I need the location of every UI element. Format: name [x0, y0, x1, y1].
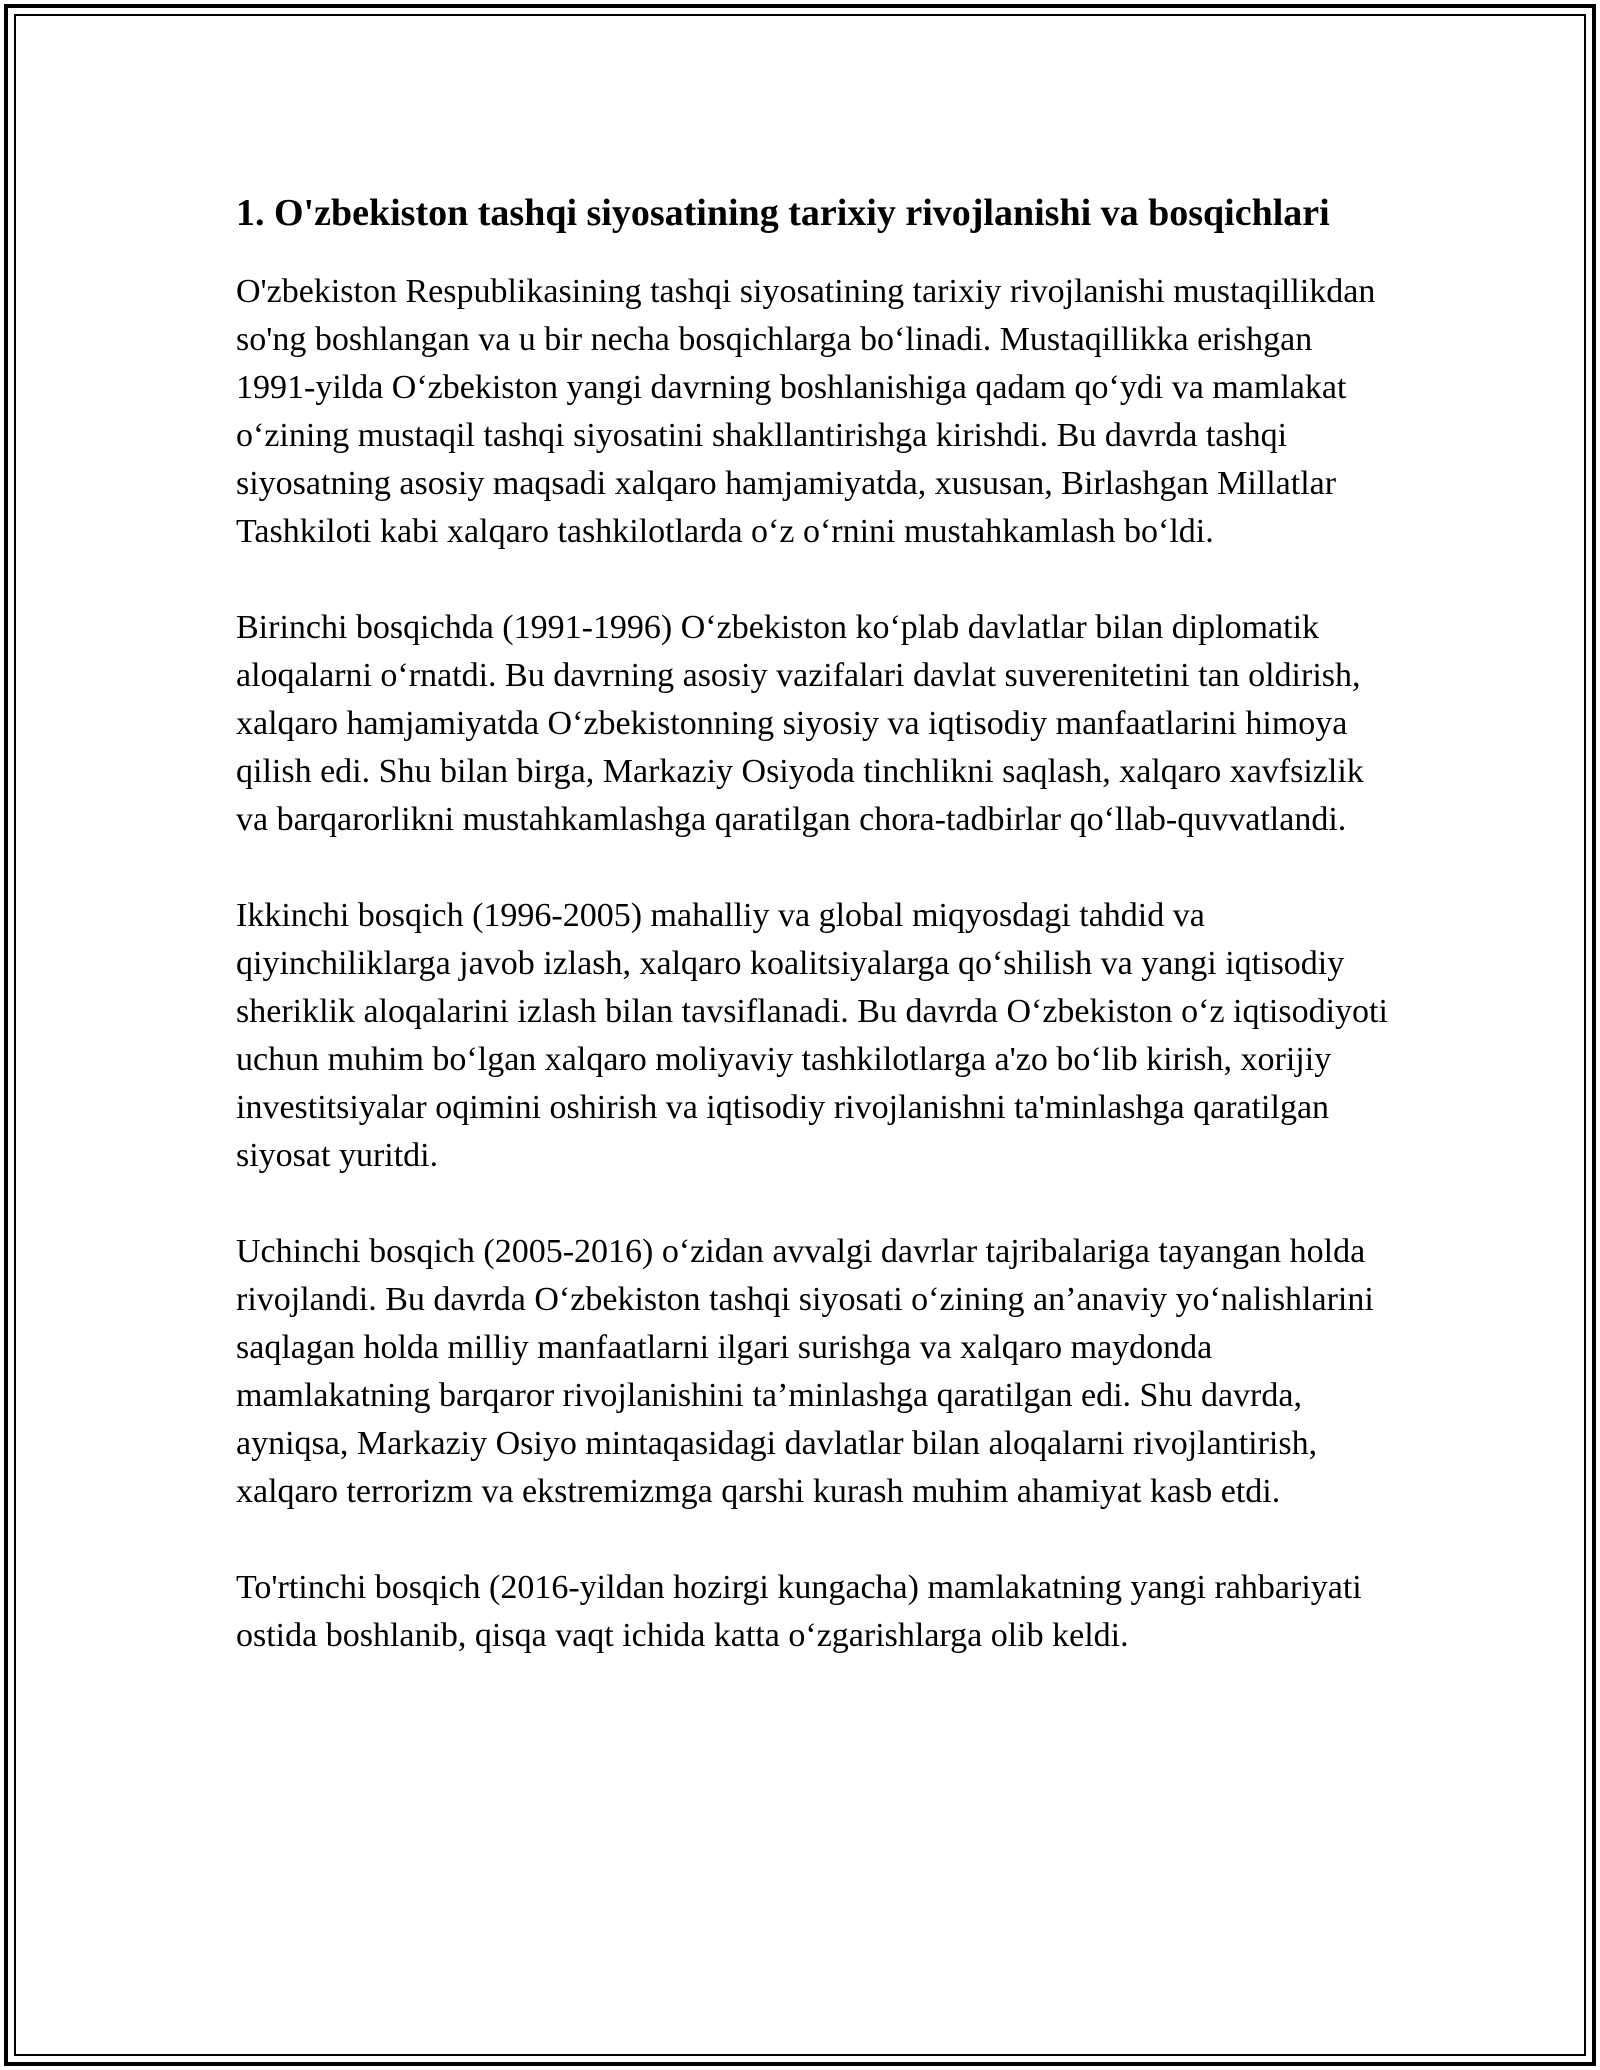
paragraph-second-stage: Ikkinchi bosqich (1996-2005) mahalliy va global miqyosdagi tahdid va qiyinchiliklarga javob izlash, xalqaro koalitsiyalarga qo‘shilish va yangi iqtisodiy sheriklik aloqalarini izlash bilan tavsiflanadi. Bu davrda O‘zbekiston o‘z iqtisodiyoti uchun muhim bo‘lgan xalqaro moliyaviy tashkilotlarga a'zo bo‘lib kirish, xorijiy investitsiyalar oqimini oshirish va iqtisodiy rivojlanishni ta'minlashga qaratilgan siyosat yuritdi.: [236, 897, 1388, 1174]
paragraph-intro: O'zbekiston Respublikasining tashqi siyosatining tarixiy rivojlanishi mustaqillikdan so'ng boshlangan va u bir necha bosqichlarga bo‘linadi. Mustaqillikka erishgan 1991-yilda O‘zbekiston yangi davrning boshlanishiga qadam qo‘ydi va mamlakat o‘zining mustaqil tashqi siyosatini shakllantirishga kirishdi. Bu davrda tashqi siyosatning asosiy maqsadi xalqaro hamjamiyatda, xususan, Birlashgan Millatlar Tashkiloti kabi xalqaro tashkilotlarda o‘z o‘rnini mustahkamlash bo‘ldi.: [236, 273, 1376, 550]
paragraph-fourth-stage: To'rtinchi bosqich (2016-yildan hozirgi kungacha) mamlakatning yangi rahbariyati ostida boshlanib, qisqa vaqt ichida katta o‘zgarishlarga olib keldi.: [236, 1569, 1362, 1654]
paragraph-first-stage: Birinchi bosqichda (1991-1996) O‘zbekiston ko‘plab davlatlar bilan diplomatik aloqalarni o‘rnatdi. Bu davrning asosiy vazifalari davlat suverenitetini tan oldirish, xalqaro hamjamiyatda O‘zbekistonning siyosiy va iqtisodiy manfaatlarini himoya qilish edi. Shu bilan birga, Markaziy Osiyoda tinchlikni saqlash, xalqaro xavfsizlik va barqarorlikni mustahkamlashga qaratilgan chora-tadbirlar qo‘llab-quvvatlandi.: [236, 609, 1364, 838]
section-heading: 1. O'zbekiston tashqi siyosatining tarixiy rivojlanishi va bosqichlari: [236, 192, 1330, 234]
paragraph-third-stage: Uchinchi bosqich (2005-2016) o‘zidan avvalgi davrlar tajribalariga tayangan holda rivojlandi. Bu davrda O‘zbekiston tashqi siyosati o‘zining an’anaviy yo‘nalishlarini saqlagan holda milliy manfaatlarni ilgari surishga va xalqaro maydonda mamlakatning barqaror rivojlanishini ta’minlashga qaratilgan edi. Shu davrda, ayniqsa, Markaziy Osiyo mintaqasidagi davlatlar bilan aloqalarni rivojlantirish, xalqaro terrorizm va ekstremizmga qarshi kurash muhim ahamiyat kasb etdi.: [236, 1233, 1374, 1510]
document-body: [236, 186, 1396, 1708]
